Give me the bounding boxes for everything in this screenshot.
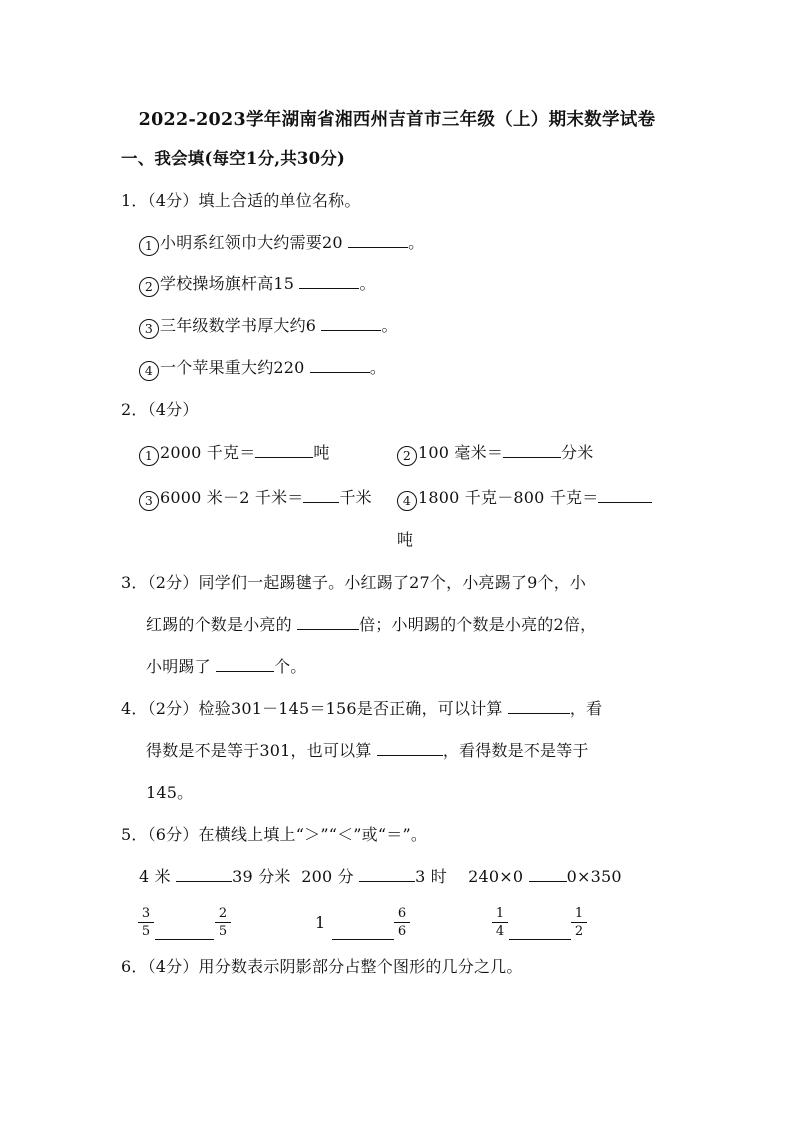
fraction-1-4: $\frac{1}{4}$	[492, 906, 508, 939]
answer-blank[interactable]	[348, 232, 408, 248]
fraction-6-6: $\frac{6}{6}$	[394, 906, 410, 939]
answer-blank[interactable]	[176, 866, 232, 882]
answer-blank[interactable]	[310, 357, 370, 373]
q1-item-4: 4 一个苹果重大约220 。	[139, 357, 386, 381]
answer-blank[interactable]	[377, 740, 443, 756]
circled-number-4: 4	[397, 491, 417, 511]
q3-line-2: 红踢的个数是小亮的 倍；小明踢的个数是小亮的2倍，	[146, 615, 597, 634]
fraction-2-5: $\frac{2}{5}$	[215, 906, 231, 939]
circled-number-1: 1	[139, 446, 159, 466]
answer-blank[interactable]	[321, 315, 381, 331]
answer-blank[interactable]	[297, 614, 359, 630]
answer-blank[interactable]	[255, 442, 313, 458]
answer-blank[interactable]	[598, 487, 652, 503]
q2-item-3: 3 6000 米－2 千米＝ 千米	[139, 487, 372, 511]
q2-item-4-unit: 吨	[397, 530, 414, 549]
circled-number-2: 2	[139, 277, 159, 297]
answer-blank[interactable]	[508, 698, 570, 714]
answer-blank[interactable]	[529, 866, 567, 882]
answer-blank[interactable]	[299, 273, 359, 289]
fraction-3-5: $\frac{3}{5}$	[138, 906, 154, 939]
q4-line-3: 145。	[146, 783, 194, 802]
answer-blank[interactable]	[503, 442, 561, 458]
answer-blank[interactable]	[155, 939, 214, 940]
whole-number-1: 1	[315, 913, 326, 932]
q2-item-2: 2 100 毫米＝ 分米	[397, 442, 593, 466]
fraction-1-2: $\frac{1}{2}$	[571, 906, 587, 939]
answer-blank[interactable]	[359, 866, 415, 882]
answer-blank[interactable]	[509, 939, 571, 940]
q1-item-1: 1 小明系红领巾大约需要20 。	[139, 232, 424, 256]
answer-blank[interactable]	[332, 939, 394, 940]
q5-stem: 5．（6分）在横线上填上“＞”“＜”或“＝”。	[121, 825, 428, 844]
q5-row-1: 4 米 39 分米 200 分 3 时 240×0 0×350	[139, 867, 622, 886]
exam-title: 2022-2023学年湖南省湘西州吉首市三年级（上）期末数学试卷	[138, 110, 656, 130]
answer-blank[interactable]	[216, 656, 274, 672]
circled-number-2: 2	[397, 446, 417, 466]
q2-stem: 2．（4分）	[121, 400, 199, 419]
q1-item-3: 3 三年级数学书厚大约6 。	[139, 315, 398, 339]
answer-blank[interactable]	[303, 487, 339, 503]
q1-item-2: 2 学校操场旗杆高15 。	[139, 273, 376, 297]
circled-number-3: 3	[139, 319, 159, 339]
q3-line-1: 3．（2分）同学们一起踢毽子。小红踢了27个，小亮踢了9个，小	[121, 573, 587, 592]
circled-number-4: 4	[139, 361, 159, 381]
circled-number-1: 1	[139, 236, 159, 256]
section-1-heading: 一、我会填(每空1分,共30分)	[121, 149, 346, 168]
q3-line-3: 小明踢了 个。	[146, 657, 307, 676]
q4-line-2: 得数是不是等于301，也可以算 ，看得数是不是等于	[146, 741, 589, 760]
q2-item-4: 4 1800 千克－800 千克＝	[397, 487, 652, 511]
circled-number-3: 3	[139, 491, 159, 511]
q4-line-1: 4．（2分）检验301－145＝156是否正确，可以计算 ，看	[121, 699, 603, 718]
q2-item-1: 1 2000 千克＝ 吨	[139, 442, 330, 466]
q6-stem: 6．（4分）用分数表示阴影部分占整个图形的几分之几。	[121, 957, 523, 976]
q1-stem: 1．（4分）填上合适的单位名称。	[121, 191, 361, 210]
